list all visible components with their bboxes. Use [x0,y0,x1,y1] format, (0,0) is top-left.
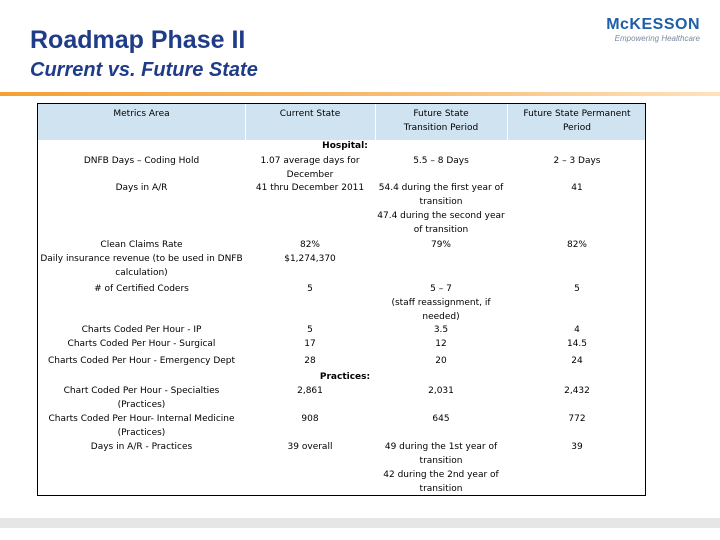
column-header-current-state: Current State [279,109,341,119]
table-row-metric: # of Certified Coders [94,284,189,294]
table-row-permanent: 5 [574,284,580,294]
table-row-transition: 5 – 7 (staff reassignment, if needed) [391,284,491,322]
title-divider [0,92,720,96]
table-row-transition: 5.5 – 8 Days [413,156,469,166]
table-row-metric: Daily insurance revenue (to be used in DNFB calculation) [40,254,243,278]
table-row-current: 2,861 [297,386,323,396]
table-row-metric: Days in A/R [115,183,168,193]
section-label-hospital: Hospital: [322,141,368,151]
table-row-permanent: 2,432 [564,386,590,396]
table-row-current: 5 [307,325,313,335]
table-row-permanent: 4 [574,325,580,335]
table-row-metric: Charts Coded Per Hour - Emergency Dept [47,356,236,366]
table-row-permanent: 41 [571,183,583,193]
table-row-transition: 54.4 during the first year of transition 47.4 during the second year of transition [377,183,505,235]
table-row-metric: Charts Coded Per Hour- Internal Medicine (Practices) [48,414,235,438]
table-row-permanent: 772 [568,414,586,424]
table-row-transition: 3.5 [433,325,449,335]
column-header-permanent-period: Future State Permanent Period [523,109,631,133]
logo-tagline: Empowering Healthcare [614,34,700,43]
table-row-current: 41 thru December 2011 [255,183,365,193]
table-row-transition: 79% [430,240,451,250]
logo-wordmark: McKESSON [606,16,700,33]
column-header-transition-period: Future State Transition Period [403,109,479,133]
table-row-metric: DNFB Days – Coding Hold [83,156,200,166]
mckesson-logo [600,16,700,43]
footer-bar [0,518,720,528]
slide-subtitle: Current vs. Future State [30,59,258,81]
table-row-current: 5 [307,284,313,294]
column-header-metrics-area: Metrics Area [113,109,170,119]
metrics-table [37,103,646,496]
table-row-metric: Charts Coded Per Hour - IP [81,325,202,335]
slide-title: Roadmap Phase II [30,26,246,54]
table-row-current: $1,274,370 [284,254,336,264]
section-label-practices: Practices: [319,372,371,382]
table-row-transition: 2,031 [428,386,454,396]
table-row-permanent: 39 [571,442,583,452]
table-row-current: 17 [304,339,316,349]
table-row-permanent: 82% [566,240,587,250]
table-row-metric: Days in A/R - Practices [90,442,193,452]
table-row-permanent: 14.5 [566,339,588,349]
table-row-metric: Charts Coded Per Hour - Surgical [67,339,216,349]
table-row-current: 28 [304,356,316,366]
table-row-permanent: 24 [571,356,583,366]
table-row-transition: 20 [435,356,447,366]
table-row-permanent: 2 – 3 Days [553,156,601,166]
table-row-current: 1.07 average days for December [260,156,360,180]
table-row-transition: 49 during the 1st year of transition 42 during the 2nd year of transition [383,442,499,494]
table-row-current: 39 overall [287,442,333,452]
table-row-metric: Clean Claims Rate [100,240,183,250]
table-row-current: 908 [301,414,319,424]
table-row-current: 82% [299,240,320,250]
table-row-transition: 12 [435,339,447,349]
table-row-metric: Chart Coded Per Hour - Specialties (Practices) [63,386,220,410]
table-row-transition: 645 [432,414,450,424]
